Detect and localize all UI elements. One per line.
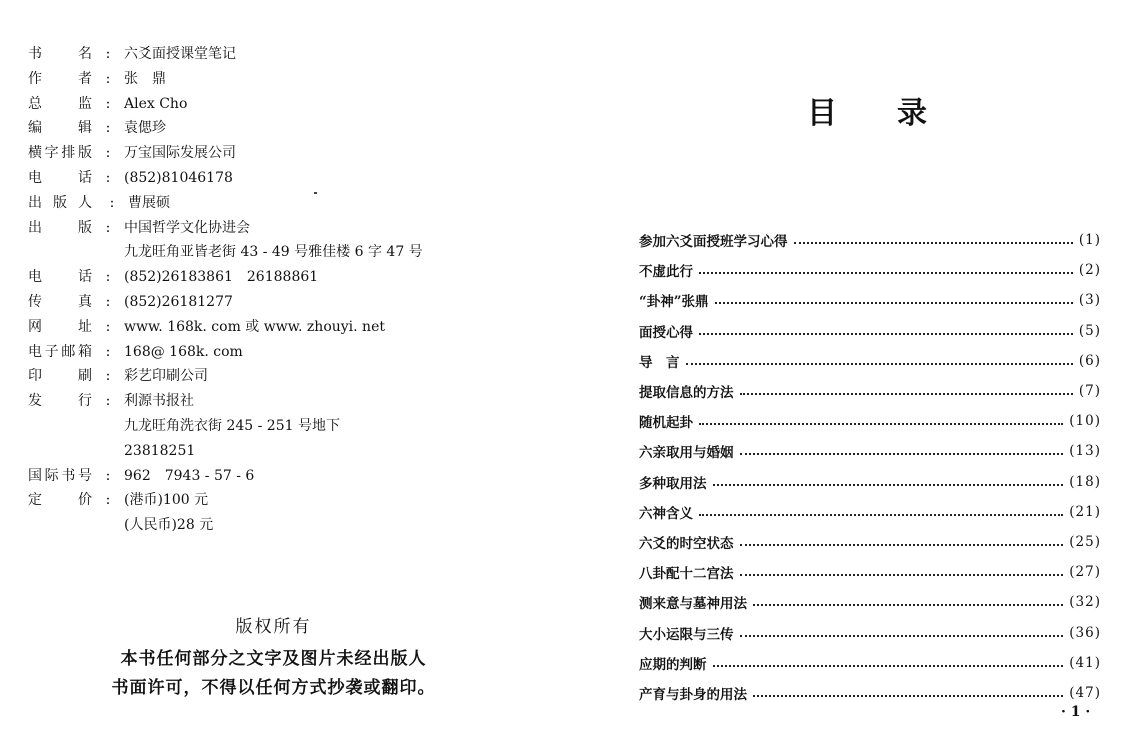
colophon-label <box>28 118 92 138</box>
colophon-row <box>28 466 423 491</box>
toc-leader-dots <box>699 333 1073 335</box>
colophon-separator: : <box>105 467 111 484</box>
toc-leader-dots <box>713 484 1064 486</box>
colophon-value-line: 袁偲珍 <box>124 120 166 137</box>
colophon-label-char: 定 <box>28 492 42 509</box>
toc-leader-dots <box>715 302 1073 304</box>
toc-entry[interactable] <box>639 557 1101 587</box>
colophon-label <box>28 342 92 362</box>
toc-entry-page: (5) <box>1078 322 1101 339</box>
colophon-value <box>124 44 236 69</box>
toc-entry-title: “卦神”张鼎 <box>639 294 709 311</box>
colophon-label <box>28 94 92 114</box>
colophon-label-char: 行 <box>78 393 92 410</box>
colophon-value <box>124 342 243 367</box>
toc-entry[interactable] <box>639 617 1101 647</box>
toc-entry-page: (32) <box>1069 594 1101 611</box>
colophon-label-char: 人 <box>78 194 92 211</box>
colophon-row <box>28 267 423 292</box>
toc-entry-title: 测来意与墓神用法 <box>639 596 747 613</box>
colophon-label-char: 真 <box>78 293 92 310</box>
toc-entry-page: (47) <box>1069 684 1101 701</box>
colophon-label <box>28 143 92 163</box>
copyright-page <box>0 0 567 747</box>
colophon-label <box>28 292 92 312</box>
toc-leader-dots <box>699 423 1063 425</box>
toc-entry-page: (1) <box>1078 232 1101 249</box>
colophon-value <box>124 490 213 540</box>
colophon-label-char: 总 <box>28 95 42 112</box>
toc-entry-title: 大小运限与三传 <box>639 626 734 643</box>
colophon-value-line: (852)81046178 <box>124 169 233 186</box>
colophon-label-char: 发 <box>28 393 42 410</box>
colophon-value-line: 万宝国际发展公司 <box>124 145 236 162</box>
colophon-row <box>28 342 423 367</box>
colophon-label-char: 电 <box>28 169 42 186</box>
colophon-row <box>28 391 423 465</box>
toc-leader-dots <box>699 272 1073 274</box>
toc-entry-page: (18) <box>1069 473 1101 490</box>
toc-entry[interactable] <box>639 406 1101 436</box>
toc-leader-dots <box>713 665 1064 667</box>
colophon-label-char: 电 <box>28 343 42 360</box>
colophon-label-char: 传 <box>28 293 42 310</box>
colophon-label-char: 版 <box>53 194 67 211</box>
colophon-label-char: 监 <box>78 95 92 112</box>
colophon-value-line: 九龙旺角洗衣街 245 - 251 号地下 <box>124 417 340 434</box>
toc-entry-page: (36) <box>1069 624 1101 641</box>
colophon-label-char: 话 <box>78 269 92 286</box>
toc-entry-page: (6) <box>1078 352 1101 369</box>
colophon-row <box>28 94 423 119</box>
toc-entry[interactable] <box>639 436 1101 466</box>
toc-leader-dots <box>686 363 1073 365</box>
colophon-label <box>28 168 92 188</box>
colophon-separator: : <box>105 120 111 137</box>
colophon-label-char: 际 <box>44 467 59 484</box>
colophon-label-char: 书 <box>61 467 76 484</box>
colophon-value <box>124 317 385 342</box>
toc-entry-page: (2) <box>1078 262 1101 279</box>
toc-entry-title: 六亲取用与婚姻 <box>639 445 734 462</box>
toc-entry[interactable] <box>639 255 1101 285</box>
toc-entry-title: 六神含义 <box>639 505 693 522</box>
toc-entry[interactable] <box>639 376 1101 406</box>
colophon-separator: : <box>109 194 115 211</box>
colophon-value <box>124 466 254 491</box>
colophon-value <box>124 391 340 465</box>
colophon-value-line: Alex Cho <box>124 95 188 112</box>
colophon-value <box>124 143 236 168</box>
colophon-label-char: 者 <box>78 70 92 87</box>
colophon-row <box>28 143 423 168</box>
toc-entry[interactable] <box>639 467 1101 497</box>
colophon-value-line: 利源书报社 <box>124 393 194 410</box>
colophon-value-line: (人民币)28 元 <box>124 517 214 534</box>
toc-leader-dots <box>740 393 1073 395</box>
colophon-label-char: 刷 <box>78 368 92 385</box>
colophon-label <box>28 69 92 89</box>
colophon-label-char: 印 <box>28 368 42 385</box>
toc-entry-title: 不虚此行 <box>639 264 693 281</box>
colophon-separator: : <box>105 293 111 310</box>
colophon-row <box>28 193 423 218</box>
copyright-notice <box>0 612 567 703</box>
colophon-label <box>28 366 92 386</box>
page-number: · 1 · <box>1061 704 1091 720</box>
colophon-label-char: 价 <box>78 492 92 509</box>
colophon-label-char: 版 <box>77 145 92 162</box>
toc-leader-dots <box>794 242 1073 244</box>
colophon-separator: : <box>105 492 111 509</box>
toc-entry-page: (25) <box>1069 533 1101 550</box>
colophon-value <box>124 168 233 193</box>
toc-list <box>639 225 1101 708</box>
colophon-separator: : <box>105 343 111 360</box>
colophon-value <box>124 118 166 143</box>
colophon-separator: : <box>105 368 111 385</box>
colophon-value-line: 六爻面授课堂笔记 <box>124 46 236 62</box>
toc-entry-title: 随机起卦 <box>639 415 693 432</box>
colophon-row <box>28 490 423 540</box>
colophon-separator: : <box>105 393 111 410</box>
copyright-line: 书面许可，不得以任何方式抄袭或翻印。 <box>111 678 436 698</box>
colophon-label-char: 出 <box>28 194 42 211</box>
colophon-label-char: 子 <box>44 343 59 360</box>
colophon-label <box>28 267 92 287</box>
colophon <box>28 44 423 540</box>
colophon-label-char: 号 <box>77 467 92 484</box>
colophon-label-char: 箱 <box>77 343 92 360</box>
toc-entry[interactable] <box>639 527 1101 557</box>
toc-leader-dots <box>753 695 1063 697</box>
colophon-label-char: 版 <box>78 219 92 236</box>
colophon-value-line: 962 7943 - 57 - 6 <box>124 467 255 484</box>
toc-entry[interactable] <box>639 497 1101 527</box>
toc-leader-dots <box>740 453 1064 455</box>
toc-entry-title: 产育与卦身的用法 <box>639 686 747 703</box>
colophon-row <box>28 44 423 69</box>
colophon-value <box>124 366 208 391</box>
colophon-label-char: 电 <box>28 269 42 286</box>
colophon-row <box>28 168 423 193</box>
contents-page <box>567 0 1135 747</box>
toc-entry-title: 提取信息的方法 <box>639 385 734 402</box>
toc-leader-dots <box>740 635 1064 637</box>
colophon-value-line: 23818251 <box>124 442 196 459</box>
colophon-label-char: 话 <box>78 169 92 186</box>
colophon-label-char: 横 <box>28 145 42 162</box>
toc-leader-dots <box>740 544 1064 546</box>
toc-entry-page: (3) <box>1078 292 1101 309</box>
colophon-value <box>124 267 318 292</box>
colophon-value-line: 九龙旺角亚皆老街 43 - 49 号雅佳楼 6 字 47 号 <box>124 244 423 261</box>
colophon-value-line: 中国哲学文化协进会 <box>124 219 250 236</box>
colophon-value <box>128 193 170 218</box>
colophon-separator: : <box>105 46 111 62</box>
colophon-value <box>124 69 166 94</box>
colophon-label <box>28 391 92 411</box>
colophon-label-char: 名 <box>78 46 92 62</box>
toc-entry[interactable] <box>639 285 1101 315</box>
colophon-label-char: 网 <box>28 318 42 335</box>
colophon-label-char: 字 <box>44 145 59 162</box>
colophon-label-char: 作 <box>28 70 42 87</box>
toc-entry-page: (7) <box>1078 383 1101 400</box>
colophon-value-line: 张 鼎 <box>124 70 166 87</box>
toc-entry-page: (27) <box>1069 564 1101 581</box>
colophon-separator: : <box>105 269 111 286</box>
colophon-label-char: 国 <box>28 467 42 484</box>
toc-entry[interactable] <box>639 346 1101 376</box>
copyright-title: 版权所有 <box>235 617 312 637</box>
colophon-label <box>28 466 92 486</box>
copyright-line: 本书任何部分之文字及图片未经出版人 <box>120 649 427 669</box>
colophon-value-line: (港币)100 元 <box>124 492 209 509</box>
toc-entry-title: 应期的判断 <box>639 656 707 673</box>
colophon-separator: : <box>105 70 111 87</box>
toc-entry-page: (13) <box>1069 443 1101 460</box>
toc-entry[interactable] <box>639 587 1101 617</box>
toc-title: 目录 <box>807 96 987 131</box>
colophon-row <box>28 118 423 143</box>
colophon-separator: : <box>105 95 111 112</box>
colophon-label <box>28 218 92 238</box>
colophon-value <box>124 94 187 119</box>
colophon-separator: : <box>105 169 111 186</box>
toc-entry-title: 八卦配十二宫法 <box>639 566 734 583</box>
colophon-separator: : <box>105 318 111 335</box>
colophon-value-line: (852)26181277 <box>124 293 233 310</box>
colophon-value-line: 彩艺印刷公司 <box>124 368 208 385</box>
toc-entry-page: (10) <box>1069 413 1101 430</box>
toc-entry-title: 面授心得 <box>639 324 693 341</box>
colophon-label-char: 编 <box>28 120 42 137</box>
colophon-label-char: 邮 <box>61 343 76 360</box>
colophon-label-char: 辑 <box>78 120 92 137</box>
colophon-label <box>28 317 92 337</box>
toc-leader-dots <box>699 514 1063 516</box>
toc-entry-page: (41) <box>1069 654 1101 671</box>
colophon-label <box>28 44 92 64</box>
toc-entry[interactable] <box>639 678 1101 708</box>
colophon-label-char: 书 <box>28 46 42 62</box>
colophon-value-line: (852)26183861 26188861 <box>124 269 319 286</box>
toc-entry[interactable] <box>639 316 1101 346</box>
toc-leader-dots <box>740 574 1064 576</box>
colophon-value-line: www. 168k. com 或 www. zhouyi. net <box>124 318 385 335</box>
toc-entry-page: (21) <box>1069 503 1101 520</box>
copyright-text <box>0 645 567 703</box>
colophon-row <box>28 292 423 317</box>
colophon-separator: : <box>105 145 111 162</box>
colophon-label-char: 出 <box>28 219 42 236</box>
colophon-label <box>28 490 92 510</box>
colophon-row <box>28 366 423 391</box>
toc-entry[interactable] <box>639 225 1101 255</box>
toc-entry-title: 多种取用法 <box>639 475 707 492</box>
toc-entry-title: 参加六爻面授班学习心得 <box>639 234 788 251</box>
colophon-label-char: 排 <box>61 145 76 162</box>
colophon-row <box>28 317 423 342</box>
colophon-row <box>28 69 423 94</box>
colophon-value-line: 曹展硕 <box>128 194 170 211</box>
toc-entry-title: 导 言 <box>639 354 680 371</box>
colophon-value <box>124 292 233 317</box>
colophon-separator: : <box>105 219 111 236</box>
colophon-value <box>124 218 423 268</box>
colophon-label-char: 址 <box>78 318 92 335</box>
colophon-row <box>28 218 423 268</box>
toc-entry[interactable] <box>639 648 1101 678</box>
toc-leader-dots <box>753 604 1063 606</box>
colophon-label <box>28 193 96 213</box>
colophon-value-line: 168@ 168k. com <box>124 343 243 360</box>
toc-entry-title: 六爻的时空状态 <box>639 535 734 552</box>
